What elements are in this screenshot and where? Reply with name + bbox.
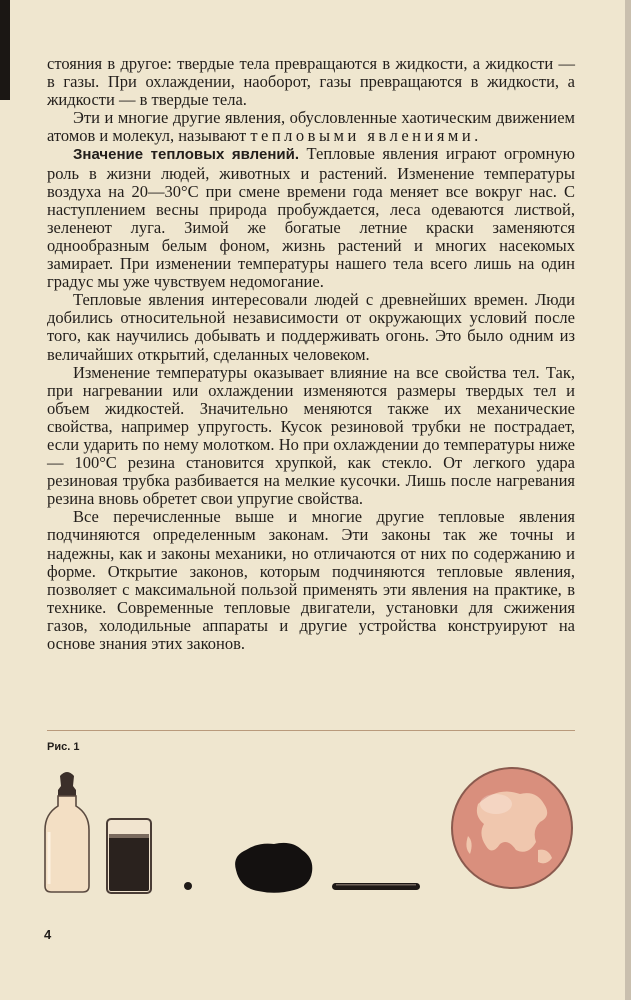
- thermal-phenomena-term: тепловыми явлениями.: [250, 126, 482, 146]
- paragraph-5: Изменение температуры оказывает влияние на все свойства тел. Так, при нагревании или охлаждении изменяются размеры твердых тел и объем жидкостей. Значительно меняются также их механические свойства, например упругость. Кусок резиновой трубки не пострадает, если ударить по нему молотком. Но при охлаждении до температуры ниже — 100°С резина становится хрупкой, как стекло. От легкого удара резиновая трубка разбивается на мелкие кусочки. Лишь после нагревания резина вновь обретет свои упругие свойства.: [47, 362, 575, 509]
- small-ball-icon: [182, 880, 194, 892]
- beaker-icon: [103, 816, 155, 896]
- body-text: [47, 55, 575, 653]
- page-edge-shadow: [0, 0, 10, 100]
- rubber-lump-icon: [228, 838, 318, 896]
- page-right-edge: [625, 0, 631, 1000]
- paragraph-2-text: Эти и многие другие явления, обусловленные хаотическим движением атомов и молекул, называют: [47, 108, 575, 146]
- paragraph-3-text: Тепловые явления играют огромную роль в жизни людей, животных и растений. Изменение температуры воздуха на 20—30°С при смене времени года меняет все вокруг нас. С наступлением весны природа пробуждается, леса одеваются листвой, зеленеют луга. Зимой же богатые летние краски заменяются однообразным белым фоном, жизнь растений и многих насекомых замирает. При изменении температуры нашего тела всего лишь на один градус мы уже чувствуем недомогание.: [47, 144, 575, 292]
- rubber-tube-icon: [328, 880, 424, 894]
- page-number: 4: [44, 927, 52, 942]
- globe-icon: [448, 764, 576, 892]
- figure-divider: [47, 730, 575, 731]
- paragraph-2: [47, 109, 575, 145]
- paragraph-1: стояния в другое: твердые тела превращаются в жидкости, а жидкости — в газы. При охлаждении, наоборот, газы превращаются в жидкости, а жидкости — в твердые тела.: [47, 54, 575, 110]
- paragraph-6: Все перечисленные выше и многие другие тепловые явления подчиняются определенным законам. Эти законы так же точны и надежны, как и законы механики, но отличаются от них по содержанию и форме. Открытие законов, которым подчиняются тепловые явления, позволяет с максимальной пользой применять эти явления на практике, в технике. Современные тепловые двигатели, установки для сжижения газов, холодильные аппараты и другие устройства конструируют на основе знания этих законов.: [47, 507, 575, 653]
- paragraph-4: Тепловые явления интересовали людей с древнейших времен. Люди добились относительной независимости от окружающих условий после того, как научились добывать и поддерживать огонь. Это было одним из величайших открытий, сделанных человеком.: [47, 290, 575, 364]
- paragraph-3: [47, 145, 575, 291]
- figure-caption: Рис. 1: [47, 741, 80, 753]
- bottle-icon: [40, 770, 94, 895]
- section-heading: Значение тепловых явлений.: [73, 146, 300, 164]
